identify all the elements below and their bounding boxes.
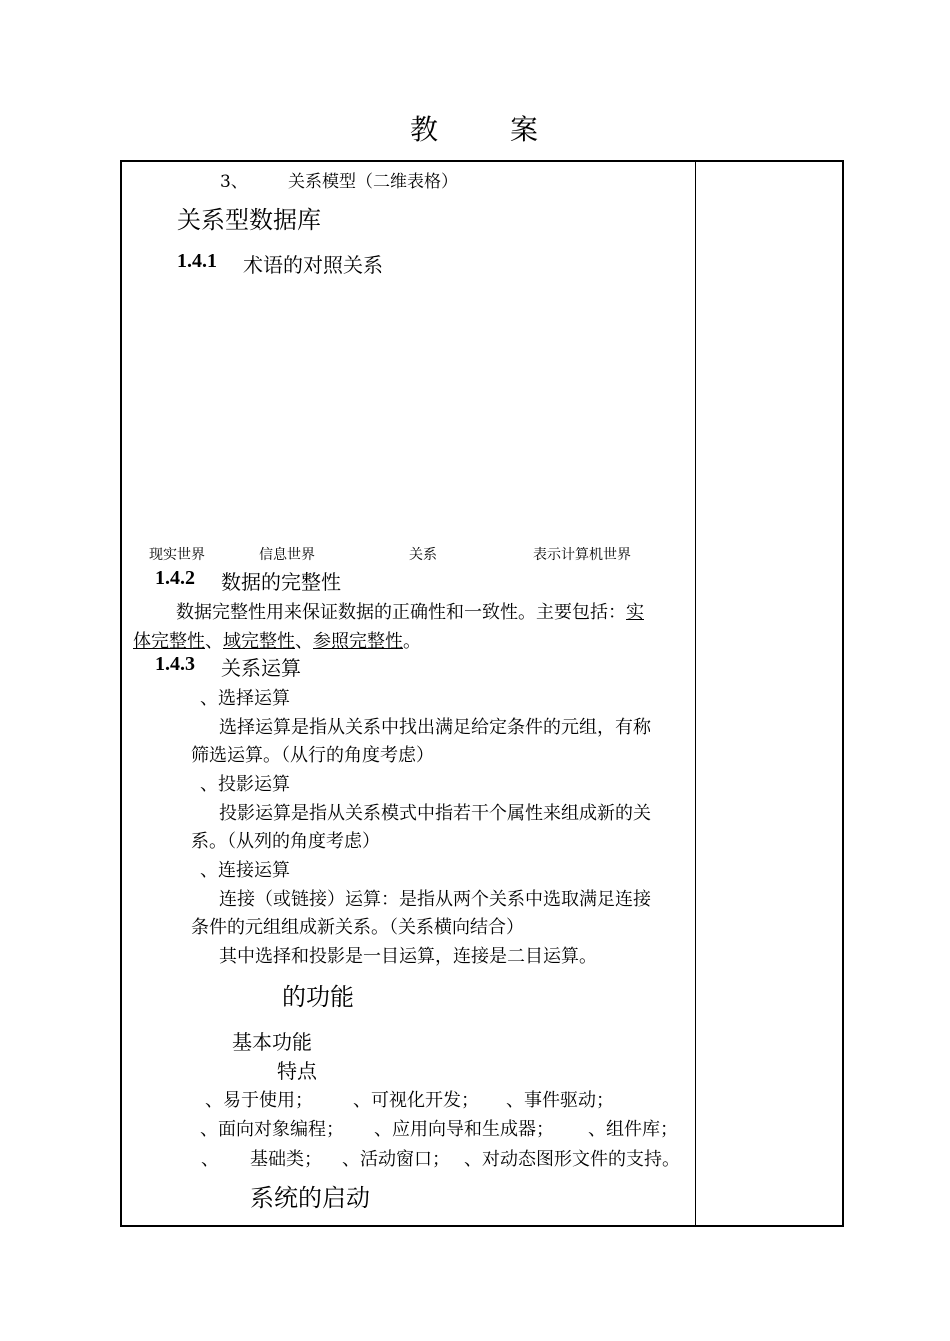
entity-integrity-part1: 实 bbox=[626, 602, 644, 623]
separator-2: 、 bbox=[295, 631, 313, 652]
feature-active-window: 、活动窗口； bbox=[342, 1149, 450, 1170]
entity-integrity-part2: 体完整性 bbox=[133, 631, 205, 652]
feature-event-driven: 、事件驱动； bbox=[506, 1090, 614, 1111]
feature-component-lib: 、组件库； bbox=[588, 1119, 678, 1140]
ops-summary: 其中选择和投影是一目运算，连接是二目运算。 bbox=[219, 946, 597, 967]
select-title: 、选择运算 bbox=[200, 688, 290, 709]
function-heading: 的功能 bbox=[282, 983, 354, 1011]
section-142-title: 数据的完整性 bbox=[221, 570, 341, 594]
feature-base-classes: 基础类； bbox=[250, 1149, 322, 1170]
page-title bbox=[0, 108, 950, 148]
feature-visual-dev: 、可视化开发； bbox=[353, 1090, 479, 1111]
separator-1: 、 bbox=[205, 631, 223, 652]
section-142-number: 1.4.2 bbox=[155, 567, 195, 589]
features-heading: 特点 bbox=[277, 1059, 317, 1083]
db-heading: 关系型数据库 bbox=[177, 206, 321, 234]
feature-mark: 、 bbox=[201, 1149, 219, 1170]
feature-wizard: 、应用向导和生成器； bbox=[374, 1119, 554, 1140]
integrity-line1: 数据完整性用来保证数据的正确性和一致性。主要包括： bbox=[176, 602, 626, 623]
term-computer-world: 表示计算机世界 bbox=[533, 547, 631, 563]
project-title: 、投影运算 bbox=[200, 774, 290, 795]
title-char-2: 案 bbox=[510, 113, 541, 146]
title-char-1: 教 bbox=[409, 113, 440, 146]
feature-easy-use: 、易于使用； bbox=[205, 1090, 313, 1111]
select-line2: 筛选运算。（从行的角度考虑） bbox=[191, 745, 434, 766]
startup-heading: 系统的启动 bbox=[250, 1184, 370, 1212]
select-line1: 选择运算是指从关系中找出满足给定条件的元组，有称 bbox=[219, 717, 651, 738]
term-real-world: 现实世界 bbox=[149, 547, 205, 563]
referential-integrity: 参照完整性 bbox=[313, 631, 403, 652]
model-text: 关系模型（二维表格） bbox=[288, 172, 458, 192]
column-divider bbox=[695, 160, 696, 1227]
feature-dynamic-graphics: 、对动态图形文件的支持。 bbox=[464, 1149, 680, 1170]
model-number: 3、 bbox=[220, 172, 248, 192]
project-line1: 投影运算是指从关系模式中指若干个属性来组成新的关 bbox=[219, 803, 651, 824]
feature-oop: 、面向对象编程； bbox=[200, 1119, 344, 1140]
section-143-title: 关系运算 bbox=[221, 656, 301, 680]
domain-integrity: 域完整性 bbox=[223, 631, 295, 652]
section-141-number: 1.4.1 bbox=[177, 250, 217, 272]
join-line1: 连接（或链接）运算：是指从两个关系中选取满足连接 bbox=[219, 889, 651, 910]
integrity-text bbox=[176, 598, 644, 624]
project-line2: 系。（从列的角度考虑） bbox=[191, 831, 380, 852]
section-143-number: 1.4.3 bbox=[155, 653, 195, 675]
basic-function: 基本功能 bbox=[232, 1030, 312, 1054]
section-141-title: 术语的对照关系 bbox=[243, 253, 383, 277]
integrity-line2 bbox=[133, 627, 421, 653]
term-relation: 关系 bbox=[409, 547, 437, 563]
join-title: 、连接运算 bbox=[200, 860, 290, 881]
term-info-world: 信息世界 bbox=[259, 547, 315, 563]
integrity-end: 。 bbox=[403, 631, 421, 652]
join-line2: 条件的元组组成新关系。（关系横向结合） bbox=[191, 917, 524, 938]
